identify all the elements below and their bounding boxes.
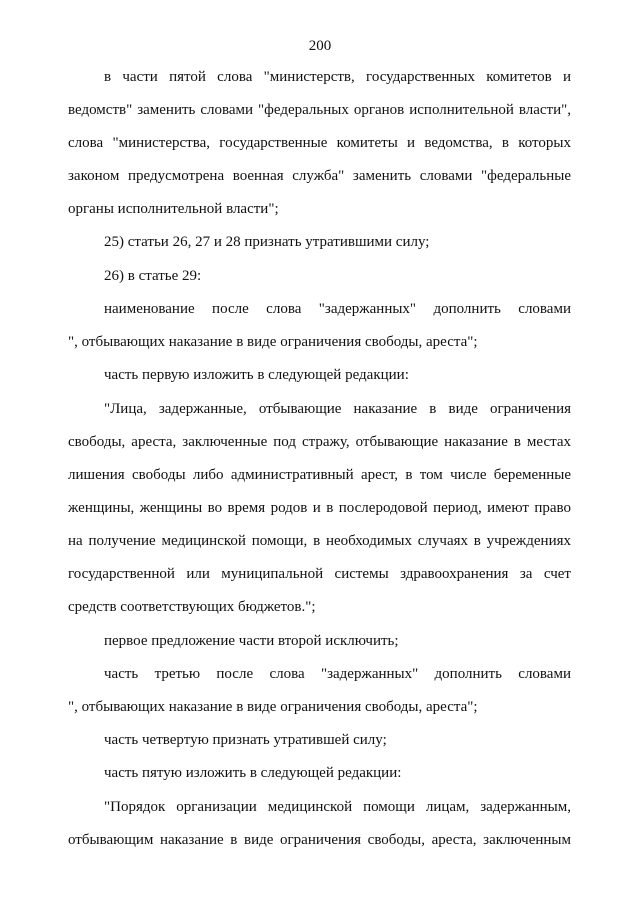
text-line: в части пятой слова "министерств, государственных комитетов и	[104, 69, 571, 85]
text-line: средств соответствующих бюджетов.";	[68, 599, 316, 615]
text-line: 25) статьи 26, 27 и 28 признать утратившими силу;	[104, 234, 430, 250]
text-line: ", отбывающих наказание в виде ограничения свободы, ареста";	[68, 334, 478, 350]
text-line: государственной или муниципальной системы здравоохранения за счет	[68, 566, 571, 582]
text-line: на получение медицинской помощи, в необходимых случаях в учреждениях	[68, 533, 571, 549]
text-line: лишения свободы либо административный арест, в том числе беременные	[68, 467, 571, 483]
text-line: "Лица, задержанные, отбывающие наказание в виде ограничения	[104, 401, 571, 417]
text-line: часть пятую изложить в следующей редакции:	[104, 765, 402, 781]
text-line: "Порядок организации медицинской помощи лицам, задержанным,	[104, 799, 571, 815]
text-line: отбывающим наказание в виде ограничения свободы, ареста, заключенным	[68, 832, 571, 848]
page-number: 200	[308, 38, 332, 54]
text-line: законом предусмотрена военная служба" заменить словами "федеральные	[68, 168, 571, 184]
text-line: ведомств" заменить словами "федеральных органов исполнительной власти",	[68, 102, 571, 118]
text-line: свободы, ареста, заключенные под стражу, отбывающие наказание в местах	[68, 434, 571, 450]
text-line: женщины, женщины во время родов и в послеродовой период, имеют право	[68, 500, 571, 516]
text-line: 26) в статье 29:	[104, 268, 202, 284]
text-line: часть третью после слова "задержанных" дополнить словами	[104, 666, 571, 682]
text-line: часть четвертую признать утратившей силу;	[104, 732, 387, 748]
text-line: первое предложение части второй исключить;	[104, 633, 399, 649]
text-line: органы исполнительной власти";	[68, 201, 279, 217]
text-line: слова "министерства, государственные комитеты и ведомства, в которых	[68, 135, 571, 151]
text-line: ", отбывающих наказание в виде ограничения свободы, ареста";	[68, 699, 478, 715]
text-line: наименование после слова "задержанных" дополнить словами	[104, 301, 571, 317]
text-line: часть первую изложить в следующей редакции:	[104, 367, 409, 383]
